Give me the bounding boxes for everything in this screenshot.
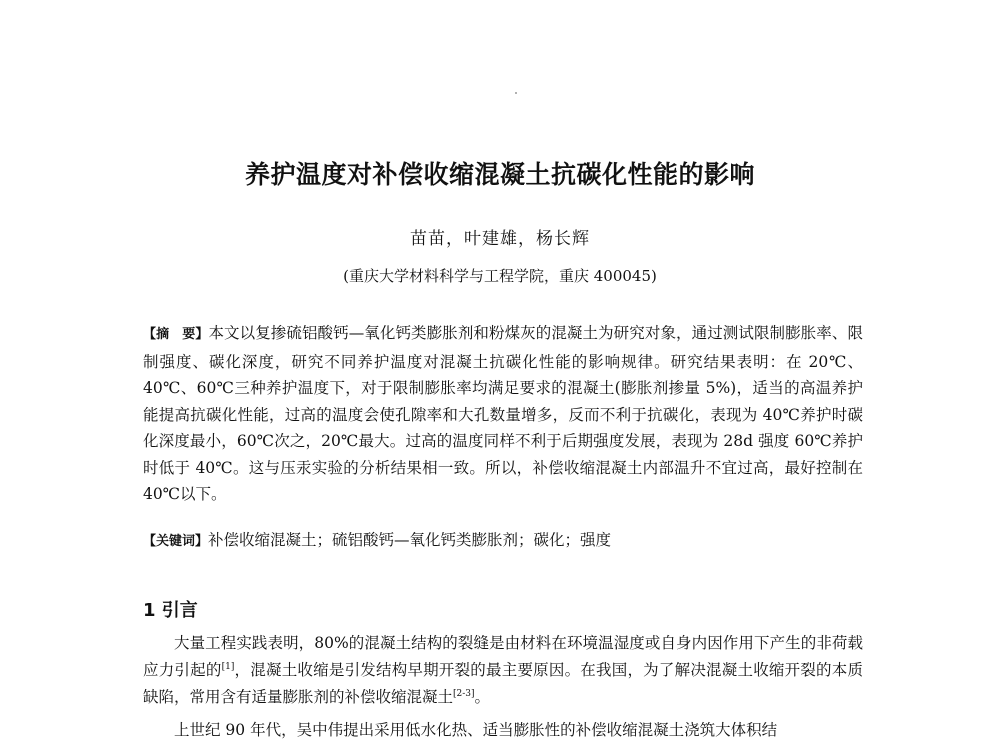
paper-title: 养护温度对补偿收缩混凝土抗碳化性能的影响 [244,160,755,189]
p1-text-c: 。 [474,688,491,706]
intro-paragraph-2: 上世纪 90 年代，吴中伟提出采用低水化热、适当膨胀性的补偿收缩混凝土浇筑大体积结 [174,721,778,739]
abstract [143,320,863,508]
keywords-label: 【关键词】 [143,534,209,549]
keywords-text: 补偿收缩混凝土；硫铝酸钙—氧化钙类膨胀剂；碳化；强度 [208,531,612,549]
keywords [143,527,863,555]
scan-speck [515,92,517,94]
intro-paragraph-1 [143,630,863,711]
p1-text-b: ，混凝土收缩是引发结构早期开裂的最主要原因。在我国，为了解决混凝土收缩开裂的本质缺陷，常用含有适量膨胀剂的补偿收缩混凝土 [143,661,863,706]
p1-text-a: 大量工程实践表明，80%的混凝土结构的裂缝是由材料在环境温湿度或自身内因作用下产生的非荷载应力引起的 [143,634,863,679]
section-heading-introduction: 1 引言 [143,600,198,621]
affiliation: (重庆大学材料科学与工程学院，重庆 400045) [343,267,657,285]
citation-2-3: [2-3] [453,688,475,699]
abstract-text: 本文以复掺硫铝酸钙—氧化钙类膨胀剂和粉煤灰的混凝土为研究对象，通过测试限制膨胀率、限制强度、碳化深度，研究不同养护温度对混凝土抗碳化性能的影响规律。研究结果表明：在 20℃、40℃、60℃三种养护温度下，对于限制膨胀率均满足要求的混凝土(膨胀剂掺量 5%)，适当的高温养护能提高抗碳化性能，过高的温度会使孔隙率和大孔数量增多，反而不利于抗碳化，表现为 40℃养护时碳化深度最小，60℃次之，20℃最大。过高的温度同样不利于后期强度发展，表现为 28d 强度 60℃养护时低于 40℃。这与压汞实验的分析结果相一致。所以，补偿收缩混凝土内部温升不宜过高，最好控制在 40℃以下。 [143,324,863,503]
citation-1: [1] [221,661,235,672]
abstract-label: 【摘 要】 [143,327,209,342]
author-list: 苗苗，叶建雄，杨长辉 [410,229,590,249]
